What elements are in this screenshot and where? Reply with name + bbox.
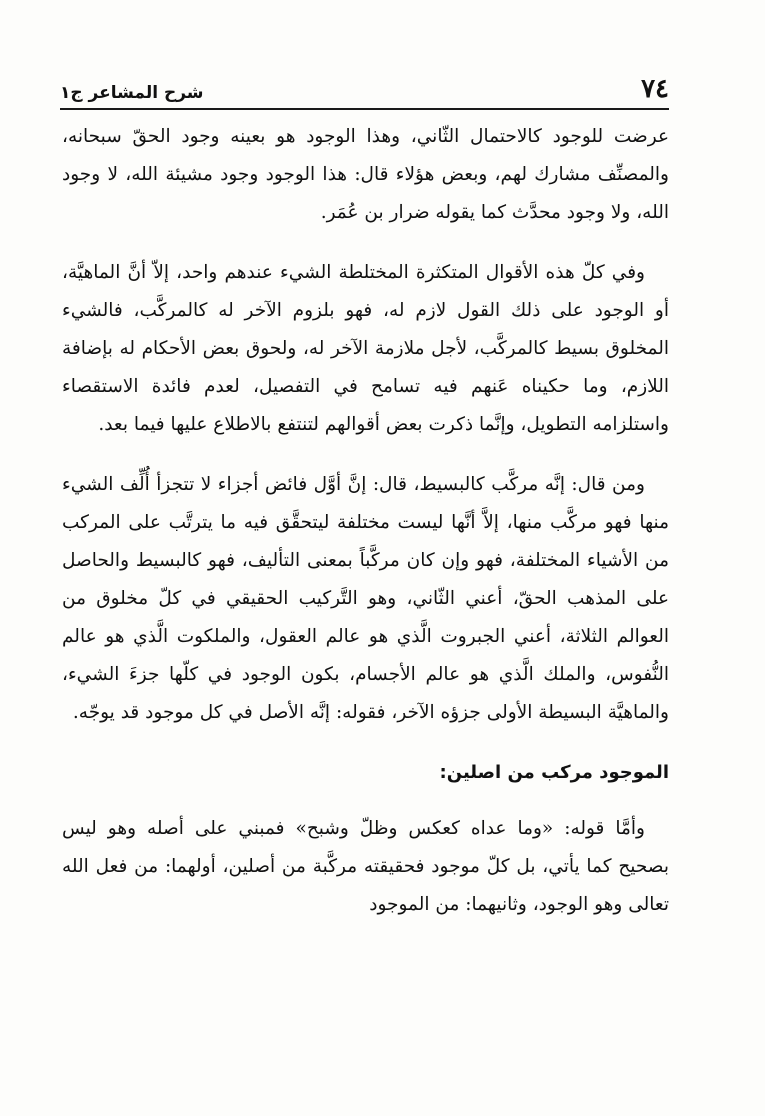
running-title: شرح المشاعر ج١ [60,83,204,103]
section-heading: الموجود مركب من اصلين: [439,762,669,783]
paragraph-4: وأمَّا قوله: «وما عداه كعكس وظلّ وشبح» فمبني على أصله وهو ليس بصحيح كما يأتي، بل كلّ موجود فحقيقته مركَّبة من أصلين، أولهما: من فعل الله تعالى وهو الوجود، وثانيهما: من الموجود [62,818,669,915]
page-header [60,62,669,110]
page-number: ٧٤ [641,74,669,104]
page-body [62,118,669,946]
paragraph-1: عرضت للوجود كالاحتمال الثّاني، وهذا الوجود هو بعينه وجود الحقّ سبحانه، والمصنِّف مشارك لهم، وبعض هؤلاء قال: هذا الوجود وجود مشيئة الله، لا وجود الله، ولا وجود محدَّث كما يقوله ضرار بن عُمَر. [62,126,669,223]
paragraph-3: ومن قال: إنَّه مركَّب كالبسيط، قال: إنَّ أوَّل فائض أجزاء لا تتجزأ أُلِّف الشيء منها فهو مركَّب منها، إلاَّ أنَّها ليست مختلفة ليتحقَّق فيه ما يترتَّب على المركب من الأشياء المختلفة، فهو وإن كان مركَّباً بمعنى التأليف، فهو كالبسيط والحاصل على المذهب الحقّ، أعني الثّاني، وهو التَّركيب الحقيقي في كلّ مخلوق من العوالم الثلاثة، أعني الجبروت الَّذي هو عالم العقول، والملكوت الَّذي هو عالم النُّفوس، والملك الَّذي هو عالم الأجسام، بكون الوجود في كلّها جزءَ الشيء، والماهيَّة البسيطة الأولى جزؤه الآخر، فقوله: إنَّه الأصل في كل موجود قد يوجّه. [62,474,669,723]
paragraph-2: وفي كلّ هذه الأقوال المتكثرة المختلطة الشيء عندهم واحد، إلاّ أنَّ الماهيَّة، أو الوجود على ذلك القول لازم له، فهو بلزوم الآخر له كالمركَّب، فالشيء المخلوق بسيط كالمركَّب، لأجل ملازمة الآخر له، ولحوق بعض الأحكام له بإضافة اللازم، وما حكيناه عَنهم فيه تسامح في التفصيل، لعدم فائدة الاستقصاء واستلزامه التطويل، وإنَّما ذكرت بعض أقوالهم لتنتفع بالاطلاع عليها فيما بعد. [62,262,669,435]
